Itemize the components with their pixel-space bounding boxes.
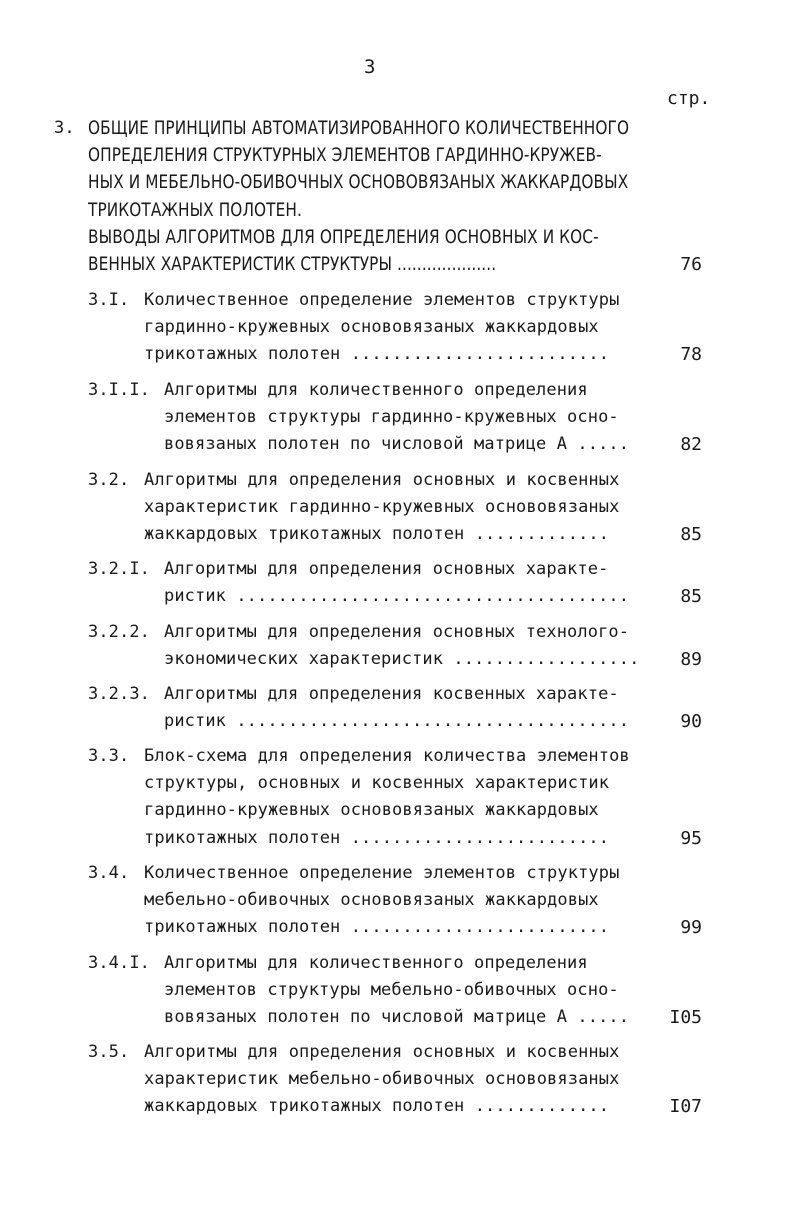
toc-entry-text-line: трикотажных полотен ......................... <box>144 917 610 938</box>
toc-entry-text-line: Алгоритмы для количественного определения <box>164 953 588 973</box>
toc-entry-number: 3.4.I. <box>88 953 151 973</box>
toc-entry-number: 3.I. <box>88 290 130 310</box>
toc-entry-page: 85 <box>680 586 702 608</box>
toc-entry-text-line: ВЕННЫХ ХАРАКТЕРИСТИК СТРУКТУРЫ .................... <box>88 254 497 276</box>
toc-entry-text-line: ТРИКОТАЖНЫХ ПОЛОТЕН. <box>88 199 302 222</box>
toc-entry-text-line: Количественное определение элементов структуры <box>144 863 620 883</box>
toc-entry-page: 76 <box>680 254 702 275</box>
toc-entry-text-line: Блок-схема для определения количества элементов <box>144 746 630 766</box>
toc-entry-text-line: Алгоритмы для определения косвенных характе- <box>164 684 619 704</box>
toc-entry-text-line: ристик ...................................... <box>164 711 630 732</box>
toc-entry-page: 78 <box>680 344 702 366</box>
toc-entry-text-line: элементов структуры гардинно-кружевных осно- <box>164 407 619 428</box>
page-column-header: стр. <box>667 88 711 109</box>
toc-entry-page: 99 <box>680 917 702 939</box>
toc-entry-number: 3.I.I. <box>88 380 151 400</box>
toc-entry-text-line: НЫХ И МЕБЕЛЬНО-ОБИВОЧНЫХ ОСНОВОВЯЗАНЫХ ЖАККАРДОВЫХ <box>88 172 629 194</box>
toc-entry-text-line: Алгоритмы для количественного определения <box>164 380 588 400</box>
toc-entry-text-line: ОБЩИЕ ПРИНЦИПЫ АВТОМАТИЗИРОВАННОГО КОЛИЧЕСТВЕННОГО <box>88 118 630 140</box>
toc-entry-text-line: структуры, основных и косвенных характеристик <box>144 773 610 794</box>
toc-entry-text-line: ристик ...................................... <box>164 586 630 607</box>
toc-entry-page: 89 <box>680 649 702 671</box>
toc-entry-number: 3.2. <box>88 470 130 490</box>
toc-entry-text-line: ОПРЕДЕЛЕНИЯ СТРУКТУРНЫХ ЭЛЕМЕНТОВ ГАРДИННО-КРУЖЕВ- <box>88 145 602 167</box>
toc-entry-number: 3.5. <box>88 1042 130 1062</box>
toc-entry-text-line: Алгоритмы для определения основных технолого- <box>164 622 630 642</box>
toc-entry-text-line: Алгоритмы для определения основных и косвенных <box>144 470 620 490</box>
page-number: 3 <box>364 56 376 78</box>
toc-entry-text-line: трикотажных полотен ......................... <box>144 827 610 848</box>
toc-entry-text-line: элементов структуры мебельно-обивочных осно- <box>164 980 619 1001</box>
toc-entry-text-line: гардинно-кружевных основовязаных жаккардовых <box>144 317 599 338</box>
toc-entry-number: 3.3. <box>88 746 130 766</box>
toc-entry-text-line: ВЫВОДЫ АЛГОРИТМОВ ДЛЯ ОПРЕДЕЛЕНИЯ ОСНОВНЫХ И КОС- <box>88 226 599 249</box>
toc-entry-text-line: Алгоритмы для определения основных и косвенных <box>144 1042 620 1062</box>
toc-entry-number: 3.4. <box>88 863 130 883</box>
toc-entry-text-line: Алгоритмы для определения основных характе- <box>164 559 609 579</box>
toc-entry-page: 95 <box>680 827 702 849</box>
toc-entry-number: 3.2.3. <box>88 684 151 704</box>
toc-entry-text-line: характеристик мебельно-обивочных основовязаных <box>144 1069 620 1090</box>
toc-entry-page: 82 <box>680 434 702 456</box>
toc-entry-number: 3.2.I. <box>88 559 151 579</box>
toc-entry-text-line: вовязаных полотен по числовой матрице А ..... <box>164 434 630 455</box>
toc-entry-text-line: жаккардовых трикотажных полотен ............. <box>144 524 610 545</box>
toc-entry-page: 85 <box>680 524 702 546</box>
toc-entry-page: I05 <box>669 1007 702 1029</box>
toc-entry-text-line: жаккардовых трикотажных полотен ............. <box>144 1096 610 1117</box>
toc-entry-number: 3. <box>54 118 75 138</box>
toc-entry-number: 3.2.2. <box>88 622 151 642</box>
toc-entry-text-line: Количественное определение элементов структуры <box>144 290 620 310</box>
toc-entry-text-line: характеристик гардинно-кружевных основовязаных <box>144 497 620 518</box>
toc-entry-text-line: гардинно-кружевных основовязаных жаккардовых <box>144 800 599 821</box>
toc-entry-page: 90 <box>680 711 702 733</box>
toc-entry-text-line: трикотажных полотен ......................... <box>144 344 610 365</box>
toc-entry-text-line: вовязаных полотен по числовой матрице А ..... <box>164 1007 630 1028</box>
toc-entry-text-line: экономических характеристик .................. <box>164 649 640 670</box>
toc-entry-text-line: мебельно-обивочных основовязаных жаккардовых <box>144 890 599 911</box>
toc-entry-page: I07 <box>669 1096 702 1118</box>
